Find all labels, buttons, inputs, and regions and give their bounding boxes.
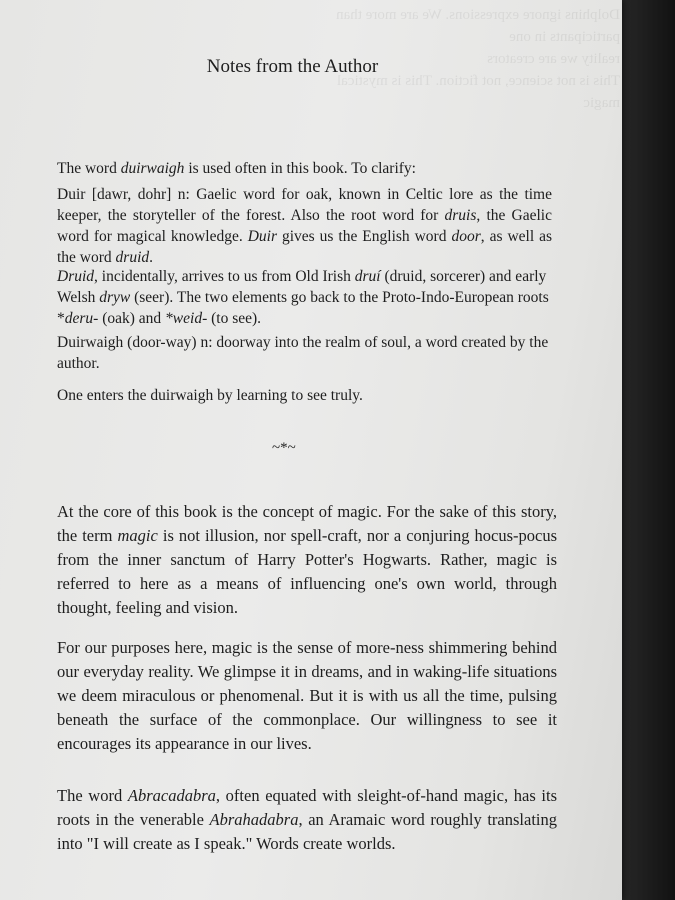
purposes-paragraph: For our purposes here, magic is the sense of more-ness shimmering behind our everyday reality. We glimpse it in dreams, and in waking-life situations we deem miraculous or phenomenal. But it is with us all the time, pulsing beneath the surface of the commonplace. Our willingness to see it encourages its appearance in our lives. xyxy=(57,638,557,753)
druid-etymology: Druid, incidentally, arrives to us from Old Irish druí (druid, sorcerer) and early Welsh dryw (seer). The two elements go back to the Proto-Indo-European roots *deru- (oak) and *weid- (to see). xyxy=(57,268,549,327)
enters-line: One enters the duirwaigh by learning to see truly. xyxy=(57,387,363,404)
duir-definition: Duir [dawr, dohr] n: Gaelic word for oak, known in Celtic lore as the time keeper, the storyteller of the forest. Also the root word for druis, the Gaelic word for magical knowledge. Duir gives us the English word door, as well as the word druid. xyxy=(57,186,552,266)
intro-paragraph: The word duirwaigh is used often in this book. To clarify: xyxy=(57,160,416,177)
page-title: Notes from the Author xyxy=(206,56,379,77)
magic-paragraph: At the core of this book is the concept of magic. For the sake of this story, the term magic is not illusion, nor spell-craft, nor a conjuring hocus-pocus from the inner sanctum of Harry Potter's Hogwarts. Rather, magic is referred to here as a means of influencing one's own world, through thought, feeling and vision. xyxy=(57,502,557,617)
duirwaigh-definition: Duirwaigh (door-way) n: doorway into the realm of soul, a word created by the author. xyxy=(57,334,549,372)
abracadabra-paragraph: The word Abracadabra, often equated with sleight-of-hand magic, has its roots in the venerable Abrahadabra, an Aramaic word roughly translating into "I will create as I speak." Words create worlds. xyxy=(57,786,557,853)
background-edge xyxy=(615,0,675,900)
bleed-through-text: Dolphins ignore expressions. We are more than participants in one reality we are creators This is not science, not fiction. This is mystical magic xyxy=(336,7,620,111)
section-separator: ~*~ xyxy=(272,440,296,456)
